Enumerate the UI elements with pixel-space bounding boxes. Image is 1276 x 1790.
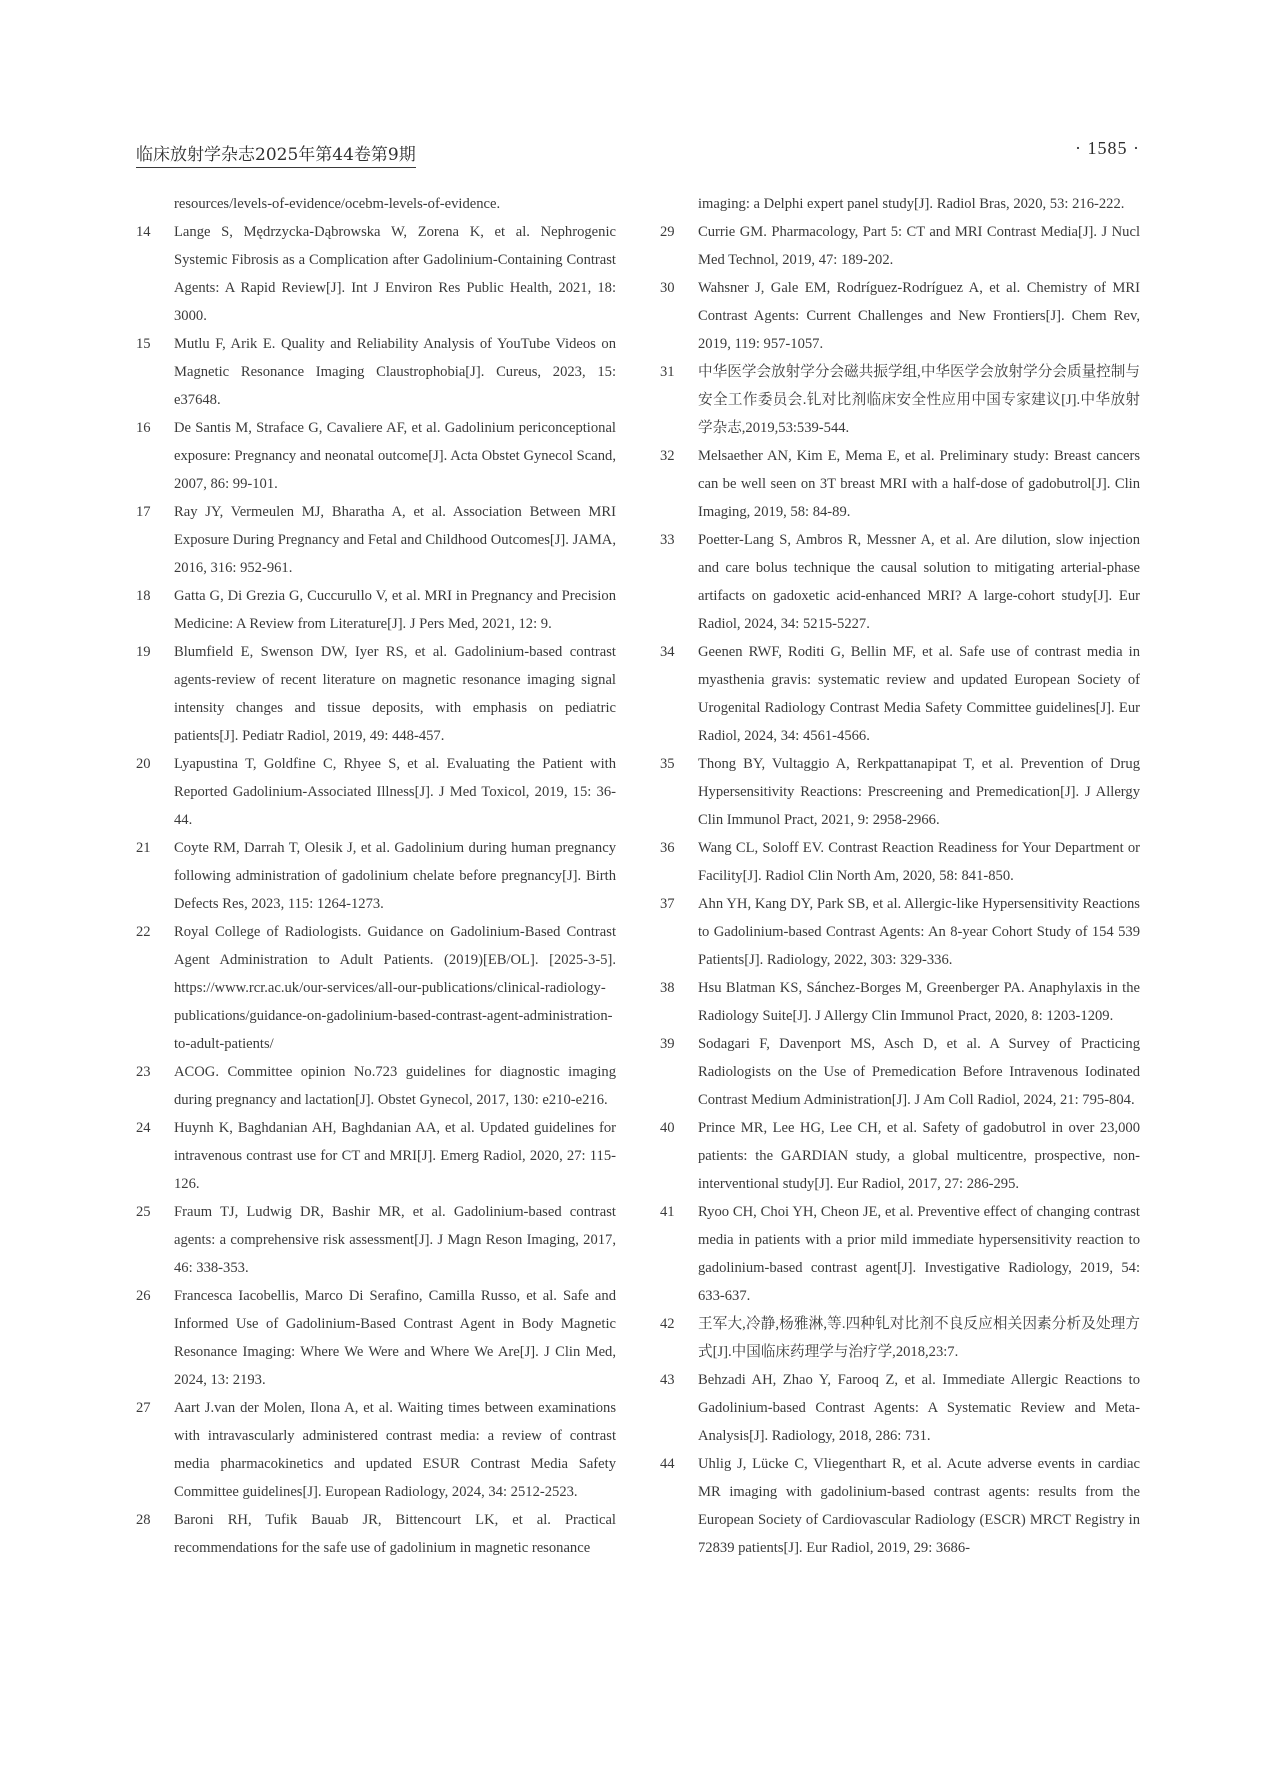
reference-item	[136, 1506, 616, 1562]
reference-item	[136, 218, 616, 330]
reference-item	[660, 638, 1140, 750]
reference-item	[660, 442, 1140, 526]
reference-item	[136, 498, 616, 582]
reference-number: 22	[136, 924, 151, 940]
reference-item	[136, 638, 616, 750]
reference-text: Lyapustina T, Goldfine C, Rhyee S, et al. Evaluating the Patient with Reported Gadolinium-Associated Illness[J]. J Med Toxicol, 2019, 15: 36-44.	[174, 756, 616, 828]
reference-text: Behzadi AH, Zhao Y, Farooq Z, et al. Immediate Allergic Reactions to Gadolinium-based Contrast Agents: A Systematic Review and Meta-Analysis[J]. Radiology, 2018, 286: 731.	[698, 1372, 1140, 1444]
page-number: · 1585 ·	[1075, 138, 1140, 158]
reference-item	[660, 1030, 1140, 1114]
reference-item	[660, 274, 1140, 358]
reference-number: 41	[660, 1204, 675, 1220]
reference-number: 32	[660, 448, 675, 464]
reference-item	[136, 414, 616, 498]
reference-text: Uhlig J, Lücke C, Vliegenthart R, et al. Acute adverse events in cardiac MR imaging with gadolinium-based contrast agents: results from the European Society of Cardiovascular Radiology (ESCR) MRCT Registry in 72839 patients[J]. Eur Radiol, 2019, 29: 3686-	[698, 1456, 1140, 1556]
reference-text: 中华医学会放射学分会磁共振学组,中华医学会放射学分会质量控制与安全工作委员会.钆对比剂临床安全性应用中国专家建议[J].中华放射学杂志,2019,53:539-544.	[698, 364, 1140, 436]
reference-item	[136, 1198, 616, 1282]
reference-number: 16	[136, 420, 151, 436]
references-right-column	[660, 190, 1140, 1562]
reference-number: 24	[136, 1120, 151, 1136]
reference-item	[136, 834, 616, 918]
reference-number: 21	[136, 840, 151, 856]
reference-item	[136, 582, 616, 638]
reference-text: Aart J.van der Molen, Ilona A, et al. Waiting times between examinations with intravascularly administered contrast media: a review of contrast media pharmacokinetics and updated ESUR Contrast Media Safety Committee guidelines[J]. European Radiology, 2024, 34: 2512-2523.	[174, 1400, 616, 1500]
reference-item	[136, 1394, 616, 1506]
reference-text: Fraum TJ, Ludwig DR, Bashir MR, et al. Gadolinium-based contrast agents: a comprehensive risk assessment[J]. J Magn Reson Imaging, 2017, 46: 338-353.	[174, 1204, 616, 1276]
reference-item	[660, 218, 1140, 274]
reference-number: 29	[660, 224, 675, 240]
reference-item	[136, 750, 616, 834]
reference-number: 38	[660, 980, 675, 996]
reference-item	[660, 750, 1140, 834]
reference-number: 39	[660, 1036, 675, 1052]
reference-number: 33	[660, 532, 675, 548]
reference-item	[660, 1114, 1140, 1198]
reference-text: Geenen RWF, Roditi G, Bellin MF, et al. Safe use of contrast media in myasthenia gravis: systematic review and updated European Society of Urogenital Radiology Contrast Media Safety Committee guidelines[J]. Eur Radiol, 2024, 34: 4561-4566.	[698, 644, 1140, 744]
reference-text: Gatta G, Di Grezia G, Cuccurullo V, et al. MRI in Pregnancy and Precision Medicine: A Review from Literature[J]. J Pers Med, 2021, 12: 9.	[174, 588, 616, 632]
reference-text: Ahn YH, Kang DY, Park SB, et al. Allergic-like Hypersensitivity Reactions to Gadolinium-based Contrast Agents: An 8-year Cohort Study of 154 539 Patients[J]. Radiology, 2022, 303: 329-336.	[698, 896, 1140, 968]
reference-number: 27	[136, 1400, 151, 1416]
reference-number: 23	[136, 1064, 151, 1080]
reference-number: 42	[660, 1316, 675, 1332]
reference-text: Wang CL, Soloff EV. Contrast Reaction Readiness for Your Department or Facility[J]. Radiol Clin North Am, 2020, 58: 841-850.	[698, 840, 1140, 884]
reference-item	[136, 1282, 616, 1394]
reference-continuation: imaging: a Delphi expert panel study[J]. Radiol Bras, 2020, 53: 216-222.	[698, 196, 1125, 212]
reference-text: ACOG. Committee opinion No.723 guidelines for diagnostic imaging during pregnancy and lactation[J]. Obstet Gynecol, 2017, 130: e210-e216.	[174, 1064, 616, 1108]
reference-text: Ray JY, Vermeulen MJ, Bharatha A, et al. Association Between MRI Exposure During Pregnancy and Fetal and Childhood Outcomes[J]. JAMA, 2016, 316: 952-961.	[174, 504, 616, 576]
reference-text: De Santis M, Straface G, Cavaliere AF, et al. Gadolinium periconceptional exposure: Pregnancy and neonatal outcome[J]. Acta Obstet Gynecol Scand, 2007, 86: 99-101.	[174, 420, 616, 492]
reference-text: Currie GM. Pharmacology, Part 5: CT and MRI Contrast Media[J]. J Nucl Med Technol, 2019, 47: 189-202.	[698, 224, 1140, 268]
reference-number: 43	[660, 1372, 675, 1388]
reference-number: 30	[660, 280, 675, 296]
reference-text: Lange S, Mędrzycka-Dąbrowska W, Zorena K, et al. Nephrogenic Systemic Fibrosis as a Complication after Gadolinium-Containing Contrast Agents: A Rapid Review[J]. Int J Environ Res Public Health, 2021, 18: 3000.	[174, 224, 616, 324]
reference-text: Hsu Blatman KS, Sánchez-Borges M, Greenberger PA. Anaphylaxis in the Radiology Suite[J]. J Allergy Clin Immunol Pract, 2020, 8: 1203-1209.	[698, 980, 1140, 1024]
references-left-column	[136, 190, 616, 1562]
reference-text: Prince MR, Lee HG, Lee CH, et al. Safety of gadobutrol in over 23,000 patients: the GARDIAN study, a global multicentre, prospective, non-interventional study[J]. Eur Radiol, 2017, 27: 286-295.	[698, 1120, 1140, 1192]
reference-text: Poetter-Lang S, Ambros R, Messner A, et al. Are dilution, slow injection and care bolus technique the causal solution to mitigating arterial-phase artifacts on gadoxetic acid-enhanced MRI? A large-cohort study[J]. Eur Radiol, 2024, 34: 5215-5227.	[698, 532, 1140, 632]
reference-text: Huynh K, Baghdanian AH, Baghdanian AA, et al. Updated guidelines for intravenous contrast use for CT and MRI[J]. Emerg Radiol, 2020, 27: 115-126.	[174, 1120, 616, 1192]
reference-number: 28	[136, 1512, 151, 1528]
reference-item	[660, 1198, 1140, 1310]
reference-text: Mutlu F, Arik E. Quality and Reliability Analysis of YouTube Videos on Magnetic Resonance Imaging Claustrophobia[J]. Cureus, 2023, 15: e37648.	[174, 336, 616, 408]
running-header-journal: 临床放射学杂志2025年第44卷第9期	[136, 140, 416, 168]
reference-item	[660, 1450, 1140, 1562]
reference-item	[660, 890, 1140, 974]
reference-text: Sodagari F, Davenport MS, Asch D, et al. A Survey of Practicing Radiologists on the Use of Premedication Before Intravenous Iodinated Contrast Medium Administration[J]. J Am Coll Radiol, 2024, 21: 795-804.	[698, 1036, 1140, 1108]
reference-text: Melsaether AN, Kim E, Mema E, et al. Preliminary study: Breast cancers can be well seen on 3T breast MRI with a half-dose of gadobutrol[J]. Clin Imaging, 2019, 58: 84-89.	[698, 448, 1140, 520]
reference-text: 王军大,冷静,杨雅淋,等.四种钆对比剂不良反应相关因素分析及处理方式[J].中国临床药理学与治疗学,2018,23:7.	[698, 1316, 1140, 1360]
reference-item	[660, 1366, 1140, 1450]
reference-item	[660, 1310, 1140, 1366]
reference-number: 20	[136, 756, 151, 772]
reference-number: 17	[136, 504, 151, 520]
reference-text: Wahsner J, Gale EM, Rodríguez-Rodríguez A, et al. Chemistry of MRI Contrast Agents: Current Challenges and New Frontiers[J]. Chem Rev, 2019, 119: 957-1057.	[698, 280, 1140, 352]
reference-number: 14	[136, 224, 151, 240]
reference-text: Royal College of Radiologists. Guidance on Gadolinium-Based Contrast Agent Administration to Adult Patients. (2019)[EB/OL]. [2025-3-5]. https://www.rcr.ac.uk/our-services/all-our-publications/clinical-radiology-publications/guidance-on-gadolinium-based-contrast-agent-administration-to-adult-patients/	[174, 924, 616, 1052]
reference-item	[136, 918, 616, 1058]
reference-text: Francesca Iacobellis, Marco Di Serafino, Camilla Russo, et al. Safe and Informed Use of Gadolinium-Based Contrast Agent in Body Magnetic Resonance Imaging: Where We Were and Where We Are[J]. J Clin Med, 2024, 13: 2193.	[174, 1288, 616, 1388]
reference-number: 19	[136, 644, 151, 660]
reference-item	[660, 974, 1140, 1030]
reference-item	[136, 1058, 616, 1114]
reference-number: 34	[660, 644, 675, 660]
reference-number: 36	[660, 840, 675, 856]
reference-number: 40	[660, 1120, 675, 1136]
reference-continuation: resources/levels-of-evidence/ocebm-levels-of-evidence.	[174, 196, 501, 212]
reference-text: Coyte RM, Darrah T, Olesik J, et al. Gadolinium during human pregnancy following administration of gadolinium chelate before pregnancy[J]. Birth Defects Res, 2023, 115: 1264-1273.	[174, 840, 616, 912]
reference-text: Ryoo CH, Choi YH, Cheon JE, et al. Preventive effect of changing contrast media in patients with a prior mild immediate hypersensitivity reaction to gadolinium-based contrast agent[J]. Investigative Radiology, 2019, 54: 633-637.	[698, 1204, 1140, 1304]
reference-number: 15	[136, 336, 151, 352]
reference-number: 35	[660, 756, 675, 772]
reference-text: Blumfield E, Swenson DW, Iyer RS, et al. Gadolinium-based contrast agents-review of recent literature on magnetic resonance imaging signal intensity changes and tissue deposits, with emphasis on pediatric patients[J]. Pediatr Radiol, 2019, 49: 448-457.	[174, 644, 616, 744]
reference-item	[660, 526, 1140, 638]
reference-number: 44	[660, 1456, 675, 1472]
reference-number: 18	[136, 588, 151, 604]
reference-number: 25	[136, 1204, 151, 1220]
reference-number: 31	[660, 364, 675, 380]
reference-item	[136, 330, 616, 414]
reference-item	[136, 1114, 616, 1198]
reference-item	[660, 358, 1140, 442]
reference-number: 37	[660, 896, 675, 912]
reference-text: Baroni RH, Tufik Bauab JR, Bittencourt LK, et al. Practical recommendations for the safe use of gadolinium in magnetic resonance	[174, 1512, 616, 1556]
reference-item	[660, 834, 1140, 890]
reference-number: 26	[136, 1288, 151, 1304]
reference-text: Thong BY, Vultaggio A, Rerkpattanapipat T, et al. Prevention of Drug Hypersensitivity Reactions: Prescreening and Premedication[J]. J Allergy Clin Immunol Pract, 2021, 9: 2958-2966.	[698, 756, 1140, 828]
